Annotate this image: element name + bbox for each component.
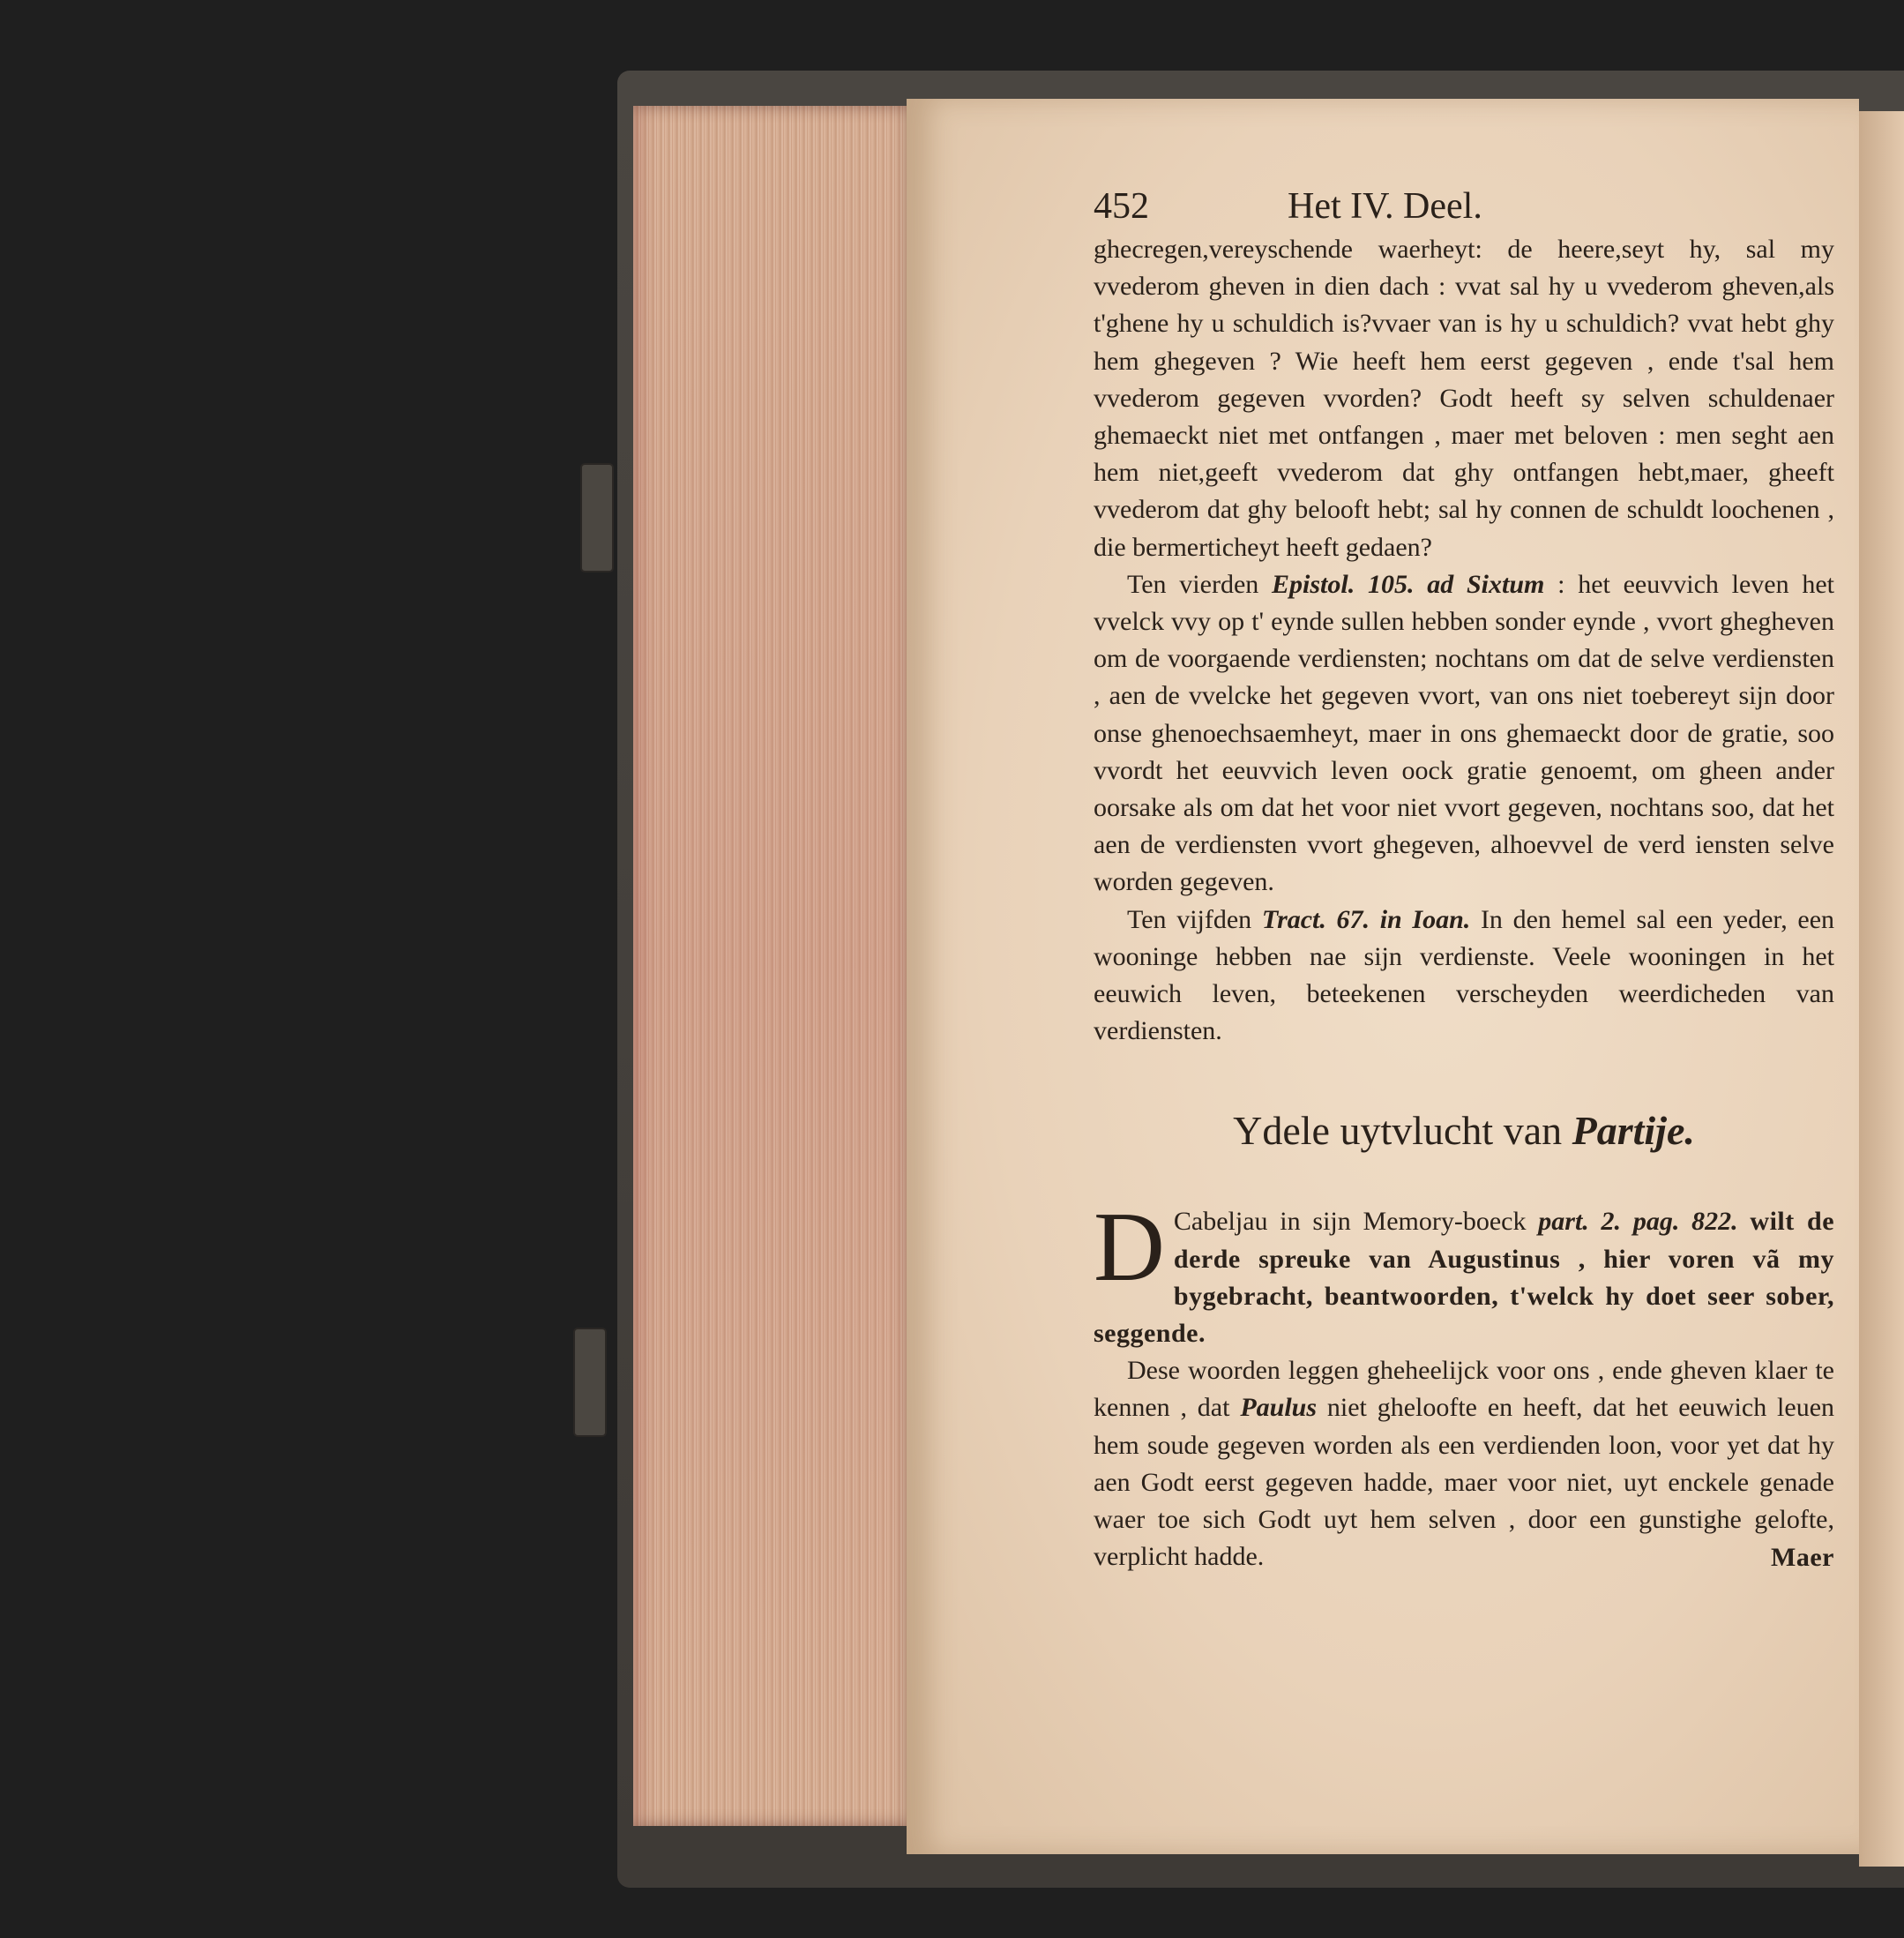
facing-page-edge — [1859, 111, 1904, 1867]
paragraph-2 — [1094, 566, 1834, 902]
citation-part-page: part. 2. pag. 822. — [1538, 1207, 1738, 1237]
drop-cap: D — [1094, 1193, 1165, 1303]
paragraph-3-body: In den hemel sal een yeder, een wooninge hebben nae sijn verdienste. Veele wooningen in het eeuwich leven, beteekenen verscheyden weerdicheden van verdiensten. — [1094, 904, 1835, 1046]
catchword: Maer — [1771, 1542, 1834, 1572]
clasp-lower — [573, 1328, 607, 1437]
paragraph-5-body: niet gheloofte en heeft, dat het eeuwich leuen hem soude gegeven worden als een verdienden loon, voor yet dat hy aen Godt eerst gegeven hadde, maer voor niet, uyt enckele genade waer toe sich Godt uyt hem selven , door een gunstighe gelofte, verplicht hadde. — [1094, 1393, 1835, 1572]
running-title: Het IV. Deel. — [1288, 186, 1482, 227]
citation-epistol: Epistol. 105. ad Sixtum — [1272, 569, 1545, 599]
section-heading — [1094, 1104, 1834, 1157]
paragraph-4-lead: Cabeljau in sijn Memory-boeck — [1173, 1207, 1527, 1237]
page-number: 452 — [1094, 186, 1149, 227]
paragraph-1: ghecregen,vereyschende waerheyt: de heere,seyt hy, sal my vvederom gheven in dien dach : vvat sal hy u vvederom gheven,als t'ghene hy u schuldich is?vvaer van is hy u schuldich? vvat hebt ghy hem ghegeven ? Wie heeft hem eerst gegeven , ende t'sal hem vvederom gegeven vvorden? Godt heeft sy selven schuldenaer ghemaeckt niet met ontfangen , maer met beloven : men seght aen hem niet,geeft vvederom dat ghy ontfangen hebt,maer, gheeft vvederom dat ghy belooft hebt; sal hy connen de schuldt loochenen , die bermerticheyt heeft gedaen? — [1094, 235, 1834, 562]
paragraph-2-lead: Ten vierden — [1127, 569, 1259, 599]
running-head — [1094, 182, 1834, 231]
section-heading-italic: Partije. — [1572, 1108, 1695, 1154]
paragraph-5-lead: Dese woorden leggen gheheelijck voor ons , ende gheven klaer te kennen , dat — [1094, 1356, 1834, 1423]
page-text — [1094, 182, 1834, 1576]
section-heading-plain: Ydele uytvlucht van — [1233, 1108, 1563, 1154]
paragraph-3-lead: Ten vijfden — [1127, 904, 1252, 934]
page-fore-edge — [633, 106, 915, 1826]
paragraph-2-body: : het eeuvvich leven het vvelck vvy op t' eynde sullen hebben sonder eynde , vvort ghegheven om de voorgaende verdiensten; nochtans om dat de selve verdiensten , aen de vvelcke het gegeven vvort, van ons niet toebereyt sijn door onse ghenoechsaemheyt, maer in ons ghemaeckt door de gratie, soo vvordt het eeuvvich leven oock gratie genoemt, om gheen ander oorsake als om dat het voor niet vvort gegeven, nochtans soo, dat het aen de verdiensten vvort ghegeven, alhoevvel de verd iensten selve worden gegeven. — [1094, 569, 1835, 897]
paragraph-4 — [1094, 1193, 1835, 1352]
citation-paulus: Paulus — [1240, 1393, 1318, 1423]
citation-tract: Tract. 67. in Ioan. — [1261, 904, 1471, 934]
clasp-upper — [580, 463, 614, 572]
paragraph-4-body: wilt de derde spreuke van Augustinus , hier voren vã my bygebracht, beantwoorden, t'welck hy doet seer sober, seggende. — [1094, 1207, 1835, 1349]
paragraph-3 — [1094, 902, 1834, 1051]
